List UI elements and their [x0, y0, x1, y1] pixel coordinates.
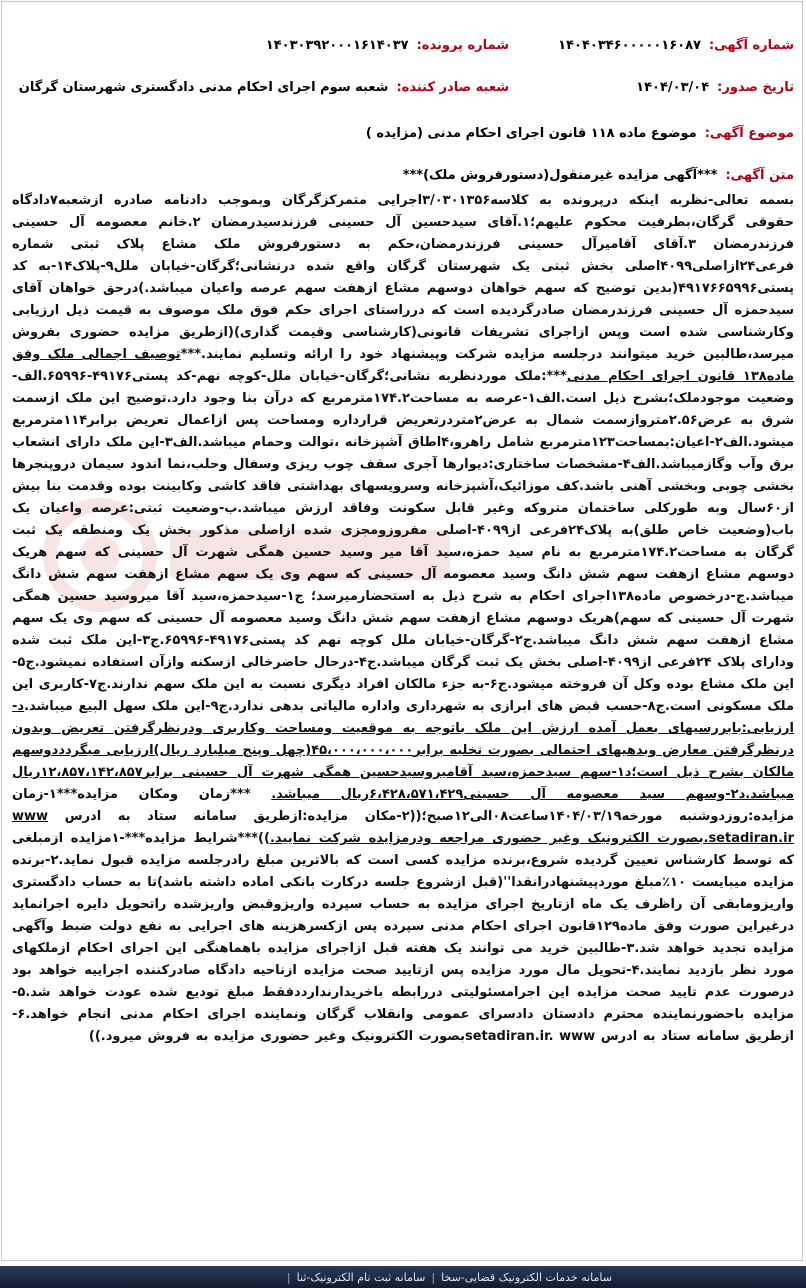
body-auction-time-place: ***زمان ومکان مزایده***۱-زمان مزایده:روزدوشنبه مورخه۱۴۰۴/۰۳/۱۹ساعت۰۸الی۱۲صبح؛((۲-مکان مزایده:ازطریق سامانه ستاد به ادرس	[12, 787, 794, 824]
header-row-text	[12, 160, 794, 190]
notice-number-value: ۱۴۰۴۰۳۴۶۰۰۰۰۰۱۶۰۸۷	[558, 37, 701, 53]
body-conditions: ))***شرایط مزایده***-۱مزایده ازمبلغی که توسط کارشناس تعیین گردیده شروع،برنده مزایده کسی است که بالاترین مبلغ رادرجلسه مزایده قبول نماید.۲-برنده مزایده میبایست ۱۰٪مبلغ موردپیشنهادرانقدا''(قبل ازشروع جلسه درکارت بانکی اماده داشته باشد)تا به حساب دادگستری واریزومابقی آن راظرف یک ماه ازتاریخ اجرای مزایده به حساب سپرده واریزوقبض واریزشده راتحویل دایره اجرانماید درغیراین صورت وفق ماده۱۲۹قانون اجرای احکام مدنی سپرده پس ازکسرهزینه های اجرایی به نفع دولت ضبط وآگهی مزایده تجدید خواهد شد.۳-طالبین خرید می توانند یک هفته قبل ازاجرای مزایده باهماهنگی این اجرای احکام ازملکهای مورد نظر بازدید نمایند.۴-تحویل مال مورد مزایده پس ازتایید صحت مزایده ازناحیه دادگاه صادرکننده اجراییه خواهد بود درصورت عدم تایید صحت مزایده این اجرامسئولیتی دررابطه باخریدارندارددفقط مبلغ تودیع شده عودت خواهد شد.۵-مزایده باحضورنماینده محترم دادستان دادسرای عمومی وانقلاب گرگان ونماینده اجرای احکام مدنی انجام خواهد.۶-ازطریق سامانه ستاد به ادرس setadiran.ir. wwwبصورت الکترونیک وغیر حضوری مزایده به فروش میرود.))	[12, 831, 795, 1044]
body-setad-link[interactable]: www .setadiran.irبصورت الکترونیک وغیر حضوری مراجعه ودرمزایده شرکت نمایید.	[12, 809, 794, 846]
notice-number-label: شماره آگهی:	[708, 37, 794, 53]
text-label: متن آگهی:	[725, 167, 794, 183]
issuer-label: شعبه صادر کننده:	[396, 79, 509, 95]
footer-separator: |	[431, 1270, 436, 1284]
body-intro: بسمه تعالی-نظربه اینکه درپرونده به کلاسه۳/۰۳۰۱۳۵۶اجرایی متمرکزگرگان وبموجب دادنامه صادره ازشعبه۷دادگاه حقوقی گرگان،بطرفیت محکوم علیهم؛۱.آقای سیدحسین آل حسینی فرزندسیدرمضان ۲.خانم معصومه آل حسینی فرزندرمضان ۳.آقای آقامیرآل حسینی فرزندرمضان،حکم به دستورفروش ملک مشاع پلاک ثبتی شماره فرعی۲۴ازاصلی۴۰۹۹اصلی بخش ثبتی یک شهرستان گرگان واقع شده درنشانی؛گرگان-خیابان ملل۹-پلاک۱۴-به کد پستی۴۹۱۷۶۶۵۹۹۶(بدین توضیح که سهم خواهان دوسهم مشاع ازهفت سهم عرصه واعیان میباشد.)درحق خواهان آقای سیدحمزه آل حسینی فرزندرمضان صادرگردیده است که درراستای اجرای حکم فوق ملک موصوف به قیمت ذیل ارزیابی وکارشناسی شده است وپس ازاجرای تشریفات قانونی(کارشناسی وقیمت گذاری)(ازطریق مزایده حضوری بفروش میرسد،طالبین خرید میتوانند درجلسه مزایده شرکت وپیشنهاد خود را ارائه وتسلیم نمایند.***	[12, 193, 795, 362]
body-valuation: د-ارزیابی:بابررسیهای بعمل آمده ارزش این ملک باتوجه به موقعیت ومساحت وکاربری ودرنظرگرفتن تعریض وبدون درنظرگرفتن معارض وبدهیهای احتمالی بصورت تخلیه برابر۴۵،۰۰۰،۰۰۰،۰۰۰(چهل وپنج میلیارد ریال)ارزیابی میگردددوسهم مالکان بشرح ذیل است؛د۱-سهم سیدحمزه،سید آقامیروسیدحسین همگی شهرت آل حسینی برابر۱۲،۸۵۷،۱۴۲،۸۵۷ریال میباشد.د۲-وسهم سید معصومه آل حسینی۶،۴۲۸،۵۷۱،۴۲۹ریال میباشد.	[12, 699, 795, 802]
text-title	[403, 168, 794, 183]
notice-number	[549, 38, 794, 53]
issue-date	[549, 80, 794, 95]
footer-link-sana[interactable]: سامانه ثبت نام الکترونیک-ثنا	[296, 1270, 426, 1284]
issuer	[19, 80, 509, 95]
issuer-value: شعبه سوم اجرای احکام مدنی دادگستری شهرستان گرگان	[18, 79, 389, 95]
subject-label: موضوع آگهی:	[704, 125, 794, 141]
footer-bar	[0, 1266, 806, 1288]
case-number-value: ۱۴۰۳۰۳۹۲۰۰۰۱۶۱۴۰۳۷	[265, 37, 409, 53]
header-row-subject	[12, 118, 794, 148]
case-number-label: شماره پرونده:	[416, 37, 509, 53]
body-summary-heading: توصیف اجمالی ملک وفق ماده۱۳۸ قانون اجرای احکام مدنی	[12, 347, 794, 384]
subject-value: موضوع ماده ۱۱۸ قانون اجرای احکام مدنی (مزایده )	[365, 125, 697, 141]
issue-date-label: تاریخ صدور:	[717, 79, 794, 95]
case-number	[266, 38, 509, 53]
issue-date-value: ۱۴۰۴/۰۳/۰۴	[636, 79, 710, 95]
notice-body	[12, 190, 794, 1048]
footer-link-sakha[interactable]: سامانه خدمات الکترونیک قضایی-سخا	[441, 1270, 612, 1284]
footer-end-separator: |	[286, 1270, 291, 1284]
subject	[366, 126, 794, 141]
text-title-value: ***آگهی مزایده غیرمنقول(دستورفروش ملک)***	[402, 167, 718, 183]
header-row-issue	[12, 72, 794, 102]
body-property-details: ***:ملک موردنظربه نشانی؛گرگان-خیابان ملل-کوچه نهم-کد پستی۴۹۱۷۶-۶۵۹۹۶.الف-وضعیت موجودملک؛بشرح ذیل است.الف۱-عرصه به مساحت۱۷۴.۲مترمربع که درآن بنا وجود دارد.توضیح این ملک ازسمت شرق به عرض۲.۵۶متروازسمت شمال به عرض۲متردرتعریض قرارداره ومساحت پس ازاعمال تعریض برابر۱۱۴مترمربع میشود.الف۲-اعیان:بمساحت۱۲۳مترمربع شامل راهرو،۴اطاق آشپزخانه ،توالت وحمام میباشد.الف۳-این ملک دارای انشعاب برق وآب وگازمیباشد.الف۴-مشخصات ساختاری:دیوارها آجری سقف چوب ریزی وسفال وحلب،نما اندود سیمان دروپنجرها بخشی چوبی وبخشی آهنی باشد.کف موزائیک،آشپزخانه وسرویسهای بهداشتی فاقد کاشی وکابینت بوده وقدمت بنا بیش از۶۰سال وبه طورکلی ساختمان متروکه وغیر قابل سکونت وفاقد ارزش میباشد.ب-وضعیت ثبتی:عرصه واعیان یک باب(وضعیت خاص طلق)به پلاک۲۴فرعی از۴۰۹۹-اصلی مفروزومجزی شده ازاصلی مذکور بخش یک ومنطقه یک ثبت گرگان به مساحت۱۷۴.۲مترمربع به نام سید حمزه،سید آقا میر وسید حسین همگی شهرت آل حسینی که سهم هریک دوسهم مشاع ازهفت سهم شش دانگ وسید معصومه آل حسینی که سهم وی یک سهم مشاع ازهفت سهم شش دانگ میباشد.ج-درخصوص ماده۱۳۸اجرای احکام به شرح ذیل به استحضارمیرسد؛ ج۱-سیدحمزه،سید آقا میروسید حسین همگی شهرت آل حسینی که سهم)هریک دوسهم مشاع ازهفت سهم شش دانگ وسید معصومه آل حسینی که سهم وی یک سهم مشاع ازهفت سهم شش دانگ میباشد.ج۲-گرگان-خیابان ملل کوچه نهم کد پستی۴۹۱۷۶-۶۵۹۹۶.ج۳-این ملک ثبت شده ودارای پلاک ۲۴فرعی از۴۰۹۹-اصلی بخش یک ثبت گرگان میباشد.ج۴-درحال حاضرخالی ازسکنه وازآن استفاده نمیشود.ج۵-این ملک مشاع بوده وکل آن فروخته میشود.ج۶-به جزء مالکان افراد دیگری نسبت به این ملک سهم ندارند.ج۷-کاربری این ملک مسکونی است.ج۸-حسب قبض های ابرازی به شهرداری واداره مالیاتی بدهی ندارد.ج۹-این ملک سهل البیع میباشد.	[12, 369, 795, 714]
header-row-numbers	[12, 30, 794, 60]
